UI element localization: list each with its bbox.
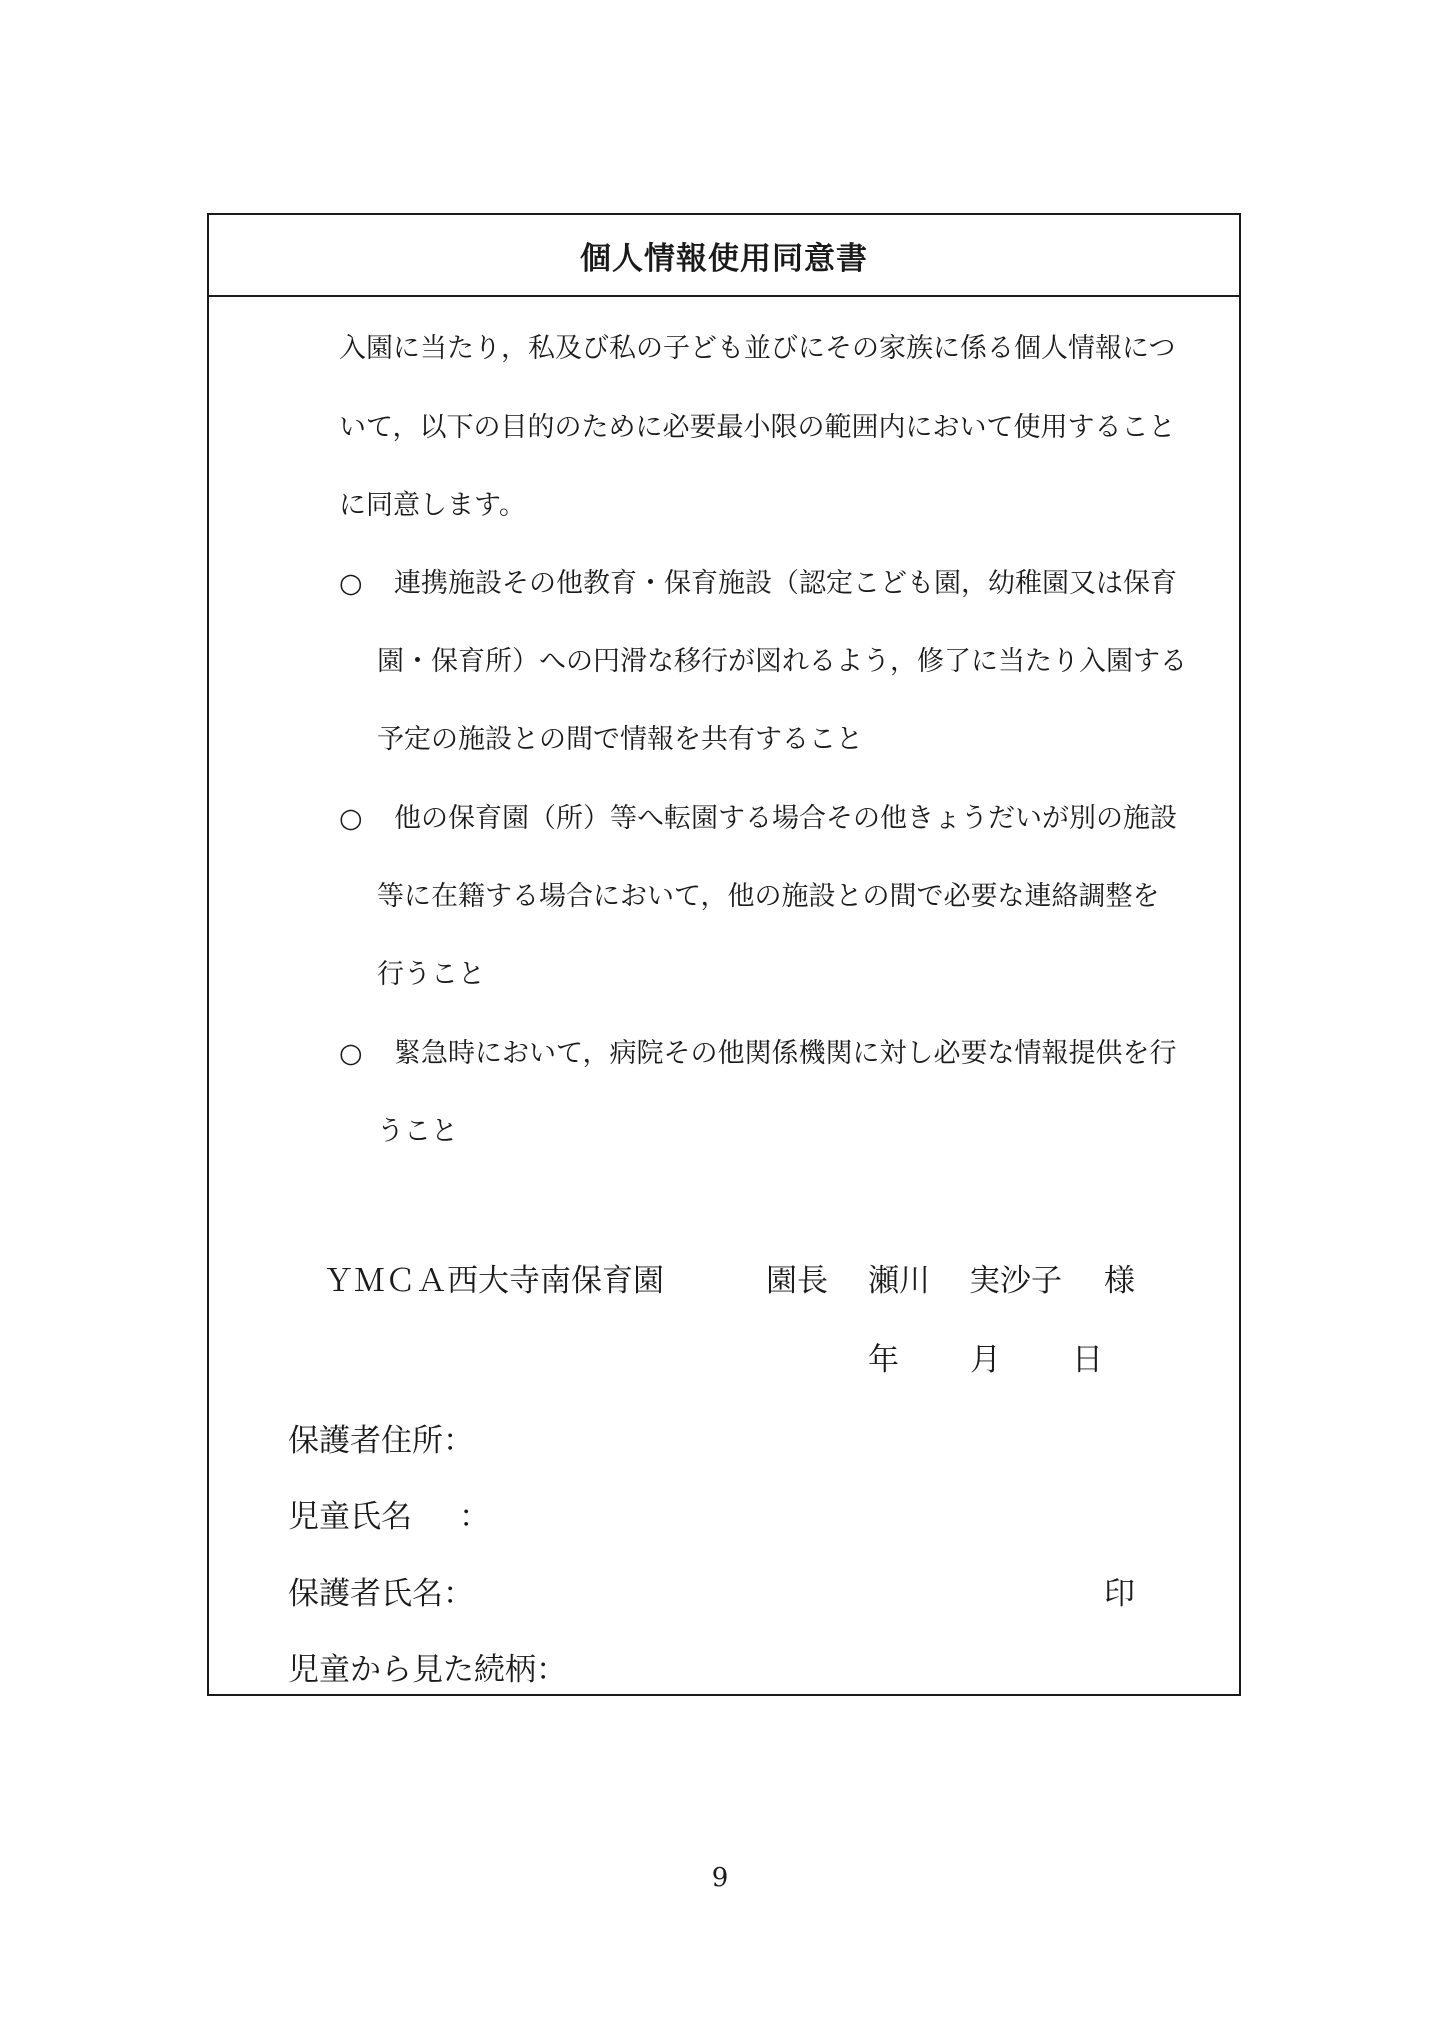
bullet-icon: ○ — [339, 568, 363, 599]
purpose-item-3-text: 緊急時において，病院その他関係機関に対し必要な情報提供を行 — [394, 1038, 1177, 1069]
date-year: 年 — [868, 1342, 899, 1378]
addressee-given-name: 実沙子 — [969, 1263, 1062, 1299]
purpose-item-2 — [339, 805, 1177, 832]
bullet-icon: ○ — [339, 803, 363, 834]
purpose-item-2-text: 他の保育園（所）等へ転園する場合その他きょうだいが別の施設 — [394, 803, 1177, 834]
addressee-organization: ＹＭＣＡ西大寺南保育園 — [323, 1263, 664, 1299]
child-name-label: 児童氏名 — [288, 1499, 412, 1535]
purpose-item-1-text: 連携施設その他教育・保育施設（認定こども園，幼稚園又は保育 — [394, 568, 1177, 599]
form-title: 個人情報使用同意書 — [580, 240, 868, 277]
purpose-item-3 — [339, 1040, 1176, 1067]
page-number: 9 — [711, 1863, 729, 1893]
purpose-item-2-cont-1: 等に在籍する場合において，他の施設との間で必要な連絡調整を — [377, 881, 1160, 912]
guardian-address-label: 保護者住所： — [288, 1423, 474, 1459]
purpose-item-3-cont-1: うこと — [377, 1116, 458, 1147]
relationship-label: 児童から見た続柄： — [288, 1652, 567, 1688]
purpose-item-1 — [339, 570, 1177, 597]
purpose-item-1-cont-2: 予定の施設との間で情報を共有すること — [377, 724, 863, 755]
purpose-item-2-cont-2: 行うこと — [377, 959, 485, 990]
bullet-icon: ○ — [339, 1038, 363, 1069]
intro-line-3: に同意します。 — [339, 490, 526, 521]
guardian-name-label: 保護者氏名： — [288, 1576, 474, 1612]
intro-line-1: 入園に当たり，私及び私の子ども並びにその家族に係る個人情報につ — [339, 333, 1176, 364]
addressee-position: 園長 — [766, 1263, 828, 1299]
addressee-surname: 瀬川 — [868, 1263, 930, 1299]
date-day: 日 — [1072, 1342, 1103, 1378]
child-name-colon: ： — [459, 1499, 490, 1535]
addressee-honorific: 様 — [1104, 1263, 1135, 1299]
purpose-item-1-cont-1: 園・保育所）への円滑な移行が図れるよう，修了に当たり入園する — [377, 646, 1187, 677]
form-header — [209, 215, 1239, 297]
seal-mark: 印 — [1104, 1576, 1135, 1612]
date-month: 月 — [970, 1342, 1001, 1378]
intro-line-2: いて，以下の目的のために必要最小限の範囲内において使用すること — [339, 412, 1176, 443]
